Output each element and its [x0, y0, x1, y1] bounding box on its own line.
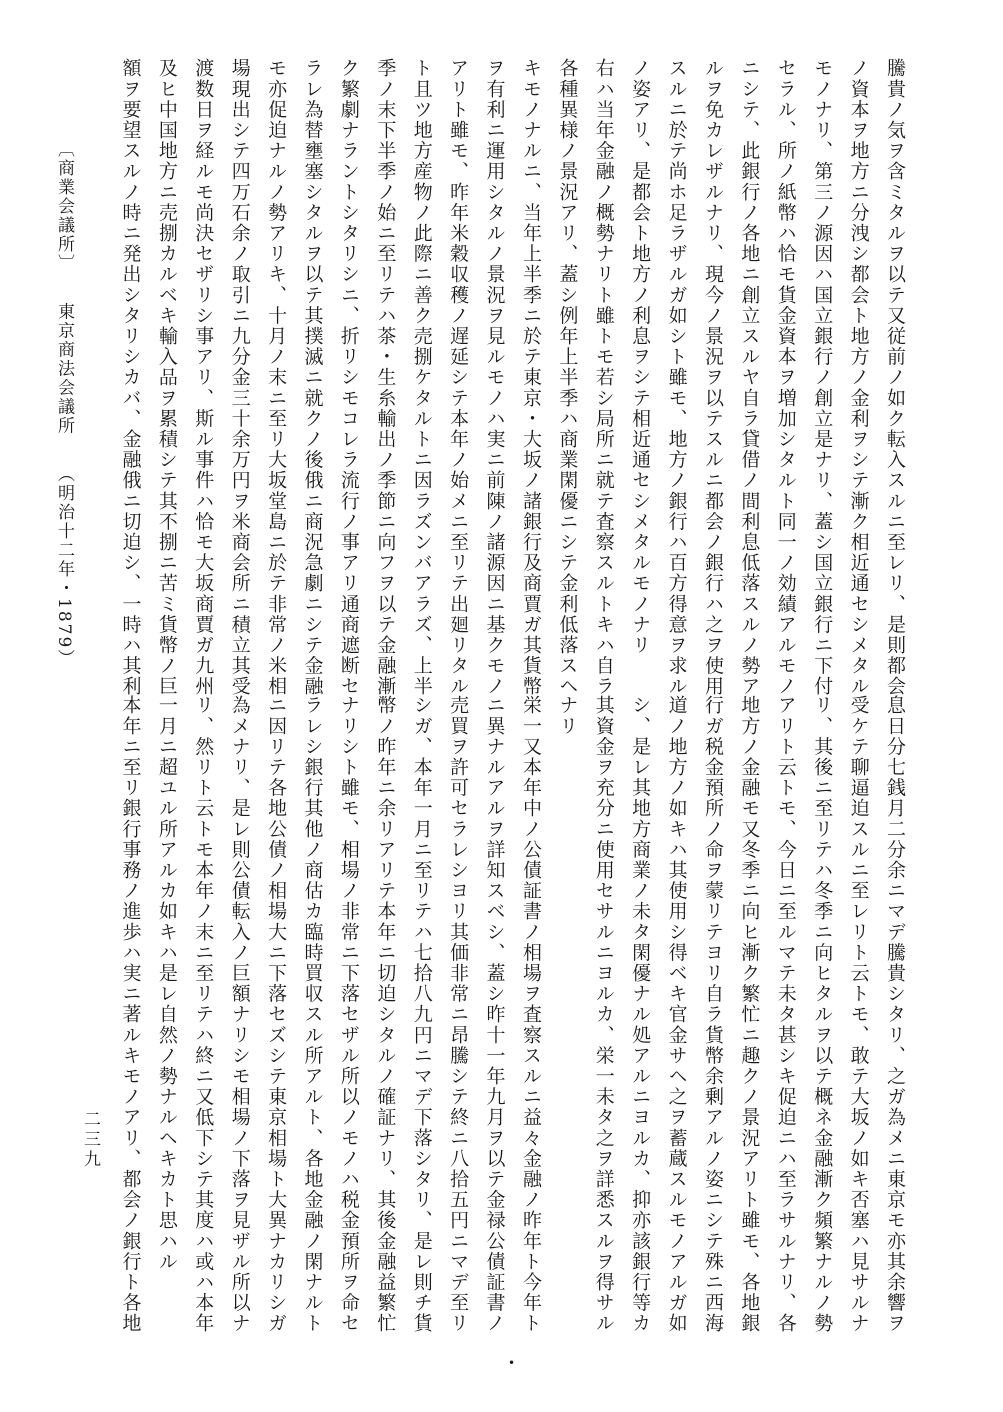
text-line: アリト云トモ、今日ニ至ルマテ未タ甚シキ促迫ニハ至ラサルナリ、各 [774, 695, 797, 1334]
text-line: 額ヲ要望スルノ時ニ発出シタリシカバ、金融俄ニ切迫シ、一時ハ其利 [119, 58, 142, 697]
text-line: ルヲ免カレザルナリ、現今ノ景況ヲ以テスルニ都会ノ銀行ハ之ヲ使用 [701, 58, 724, 697]
lower-text-block [112, 695, 913, 1334]
text-line: 及ヒ中国地方ニ売捌カルベキ輸入品ヲ累積シテ其不捌ニ苦ミ貨幣ノ巨 [155, 58, 178, 697]
text-line: 各種異様ノ景況アリ、蓋シ例年上半季ハ商業閑優ニシテ金利低落スヘ [556, 58, 579, 697]
text-line: ト且ツ地方産物ノ此際ニ善ク売捌ケタルトニ因ラズンバアラズ、上半 [410, 58, 433, 697]
text-line: 本年ニ至リ銀行事務ノ進歩ハ実ニ著ルキモノアリ、都会ノ銀行ト各地 [119, 695, 142, 1334]
citation-source: 〔商業会議所〕 [54, 140, 74, 265]
upper-text-block [112, 58, 913, 697]
text-line: 其資金ヲ充分ニ使用セサルニヨルカ、栄一未タ之ヲ詳悉スルヲ得サル [592, 695, 615, 1334]
text-line: 渡数日ヲ経ルモ尚決セザリシ事アリ、斯ル事件ハ恰モ大坂商賈ガ九州 [192, 58, 215, 697]
text-line: モ亦促迫ナルノ勢アリキ、十月ノ末ニ至リ大坂堂島ニ於テ非常ノ米相 [265, 58, 288, 697]
text-line: ナリシト雖モ、相場ノ非常ニ下落セザル所以ノモノハ税金預所ヲ命セ [337, 695, 360, 1334]
text-line: 季ノ末下半季ノ始ニ至リテハ茶・生糸輸出ノ季節ニ向フヲ以テ金融漸 [374, 58, 397, 697]
text-line: スルニ於テ尚ホ足ラザルガ如シト雖モ、地方ノ銀行ハ百方得意ヲ求ル [665, 58, 688, 697]
text-line: ク繁劇ナラントシタリシニ、折リシモコレラ流行ノ事アリ通商遮断セ [337, 58, 360, 697]
text-line: ニ因リテ各地公債ノ相場大ニ下落セズシテ東京相場ト大異ナカリシガ [265, 695, 288, 1334]
text-line: ニ異ナルアルヲ詳知スベシ、蓋シ昨十一年九月ヲ以テ金禄公債証書ノ [483, 695, 506, 1334]
text-line: ラレ為替壅塞シタルヲ以テ其撲滅ニ就クノ後俄ニ商況急劇ニシテ金融 [301, 58, 324, 697]
text-line: 騰貴ノ気ヲ含ミタルヲ以テ又従前ノ如ク転入スルニ至レリ、是則都会 [884, 58, 906, 697]
print-mark: • [508, 1356, 516, 1370]
text-line: シ、是レ其地方商業ノ未タ閑優ナル処アルニヨルカ、抑亦該銀行等カ [629, 695, 652, 1334]
text-line: ノ資本ヲ地方ニ分洩シ都会ト地方ノ金利ヲシテ漸ク相近通セシメタル [847, 58, 870, 697]
page-number: 二三九 [80, 1110, 100, 1170]
text-line: 地方ノ金融モ又冬季ニ向ヒ漸ク繁忙ニ趣クノ景況アリト雖モ、各地銀 [738, 695, 761, 1334]
text-line: シガ、本年一月ニ至リテハ七拾八九円ニマデ下落シタリ、是レ則チ貨 [410, 695, 433, 1334]
text-line: ヲ有利ニ運用シタルノ景況ヲ見ルモノハ実ニ前陳ノ諸源因ニ基クモノ [483, 58, 506, 697]
source-citation [52, 140, 77, 730]
text-line: 幣ノ昨年ニ余リアリテ本年ニ切迫シタルノ確証ナリ、其後金融益繁忙 [374, 695, 397, 1334]
text-line: セラル、所ノ紙幣ハ恰モ貨金資本ヲ増加シタルト同一ノ効績アルモノ [774, 58, 797, 697]
text-line: 為メナリ、是レ則公債転入ノ巨額ナリシモ相場ノ下落ヲ見ザル所以ナ [228, 695, 251, 1334]
citation-author: 東京商法会議所 [54, 302, 74, 436]
text-line: 受ケテ聊逼迫スルニ至レリト云トモ、敢テ大坂ノ如キ否塞ハ見サルナ [847, 695, 870, 1334]
text-line: リ、然リト云トモ本年ノ末ニ至リテハ終ニ又低下シテ其度ハ或ハ本年 [192, 695, 215, 1334]
text-line: モノナリ、第三ノ源因ハ国立銀行ノ創立是ナリ、蓋シ国立銀行ニ下付 [811, 58, 834, 697]
text-line: 行ガ税金預所ノ命ヲ蒙リテヨリ自ラ貨幣余剰アルノ姿ニシテ殊ニ西海 [701, 695, 724, 1334]
text-line: リ、其後ニ至リテハ冬季ニ向ヒタルヲ以テ概ネ金融漸ク頻繁ナルノ勢 [811, 695, 834, 1334]
text-line: ナリ [556, 695, 579, 737]
text-line: アリト雖モ、昨年米穀収穫ノ遅延シテ本年ノ始メニ至リテ出廻リタル [447, 58, 470, 697]
text-line: 一月ニ超ユル所アルカ如キハ是レ自然ノ勢ナルヘキカト思ハル [155, 695, 178, 1272]
citation-date: （明治十二年・1879） [54, 473, 74, 669]
text-line: キモノナルニ、当年上半季ニ於テ東京・大坂ノ諸銀行及商賈ガ其貨幣 [519, 58, 542, 697]
text-line: 売買ヲ許可セラレシヨリ其価非常ニ昂騰シテ終ニ八拾五円ニマデ至リ [447, 695, 470, 1334]
text-line: 息日分七銭月二分余ニマデ騰貴シタリ、之ガ為メニ東京モ亦其余響ヲ [884, 695, 906, 1334]
text-line: ニシテ、此銀行ノ各地ニ創立スルヤ自ラ貸借ノ間利息低落スルノ勢ア [738, 58, 761, 697]
text-line: 場現出シテ四万石余ノ取引ニ九分金三十余万円ヲ米商会所ニ積立其受 [228, 58, 251, 697]
text-line: 栄一又本年中ノ公債証書ノ相場ヲ査察スルニ益々金融ノ昨年ト今年ト [519, 695, 542, 1334]
text-line: ラレシ銀行其他ノ商估カ臨時買収スル所アルト、各地金融ノ閑ナルト [301, 695, 324, 1334]
text-line: 右ハ当年金融ノ概勢ナリト雖トモ若シ局所ニ就テ査察スルトキハ自ラ [592, 58, 615, 697]
text-line: 道ノ地方ノ如キハ其使用シ得ベキ官金サヘ之ヲ蓄蔵スルモノアルガ如 [665, 695, 688, 1334]
text-line: ノ姿アリ、是都会ト地方ノ利息ヲシテ相近通セシメタルモノナリ [629, 58, 652, 656]
